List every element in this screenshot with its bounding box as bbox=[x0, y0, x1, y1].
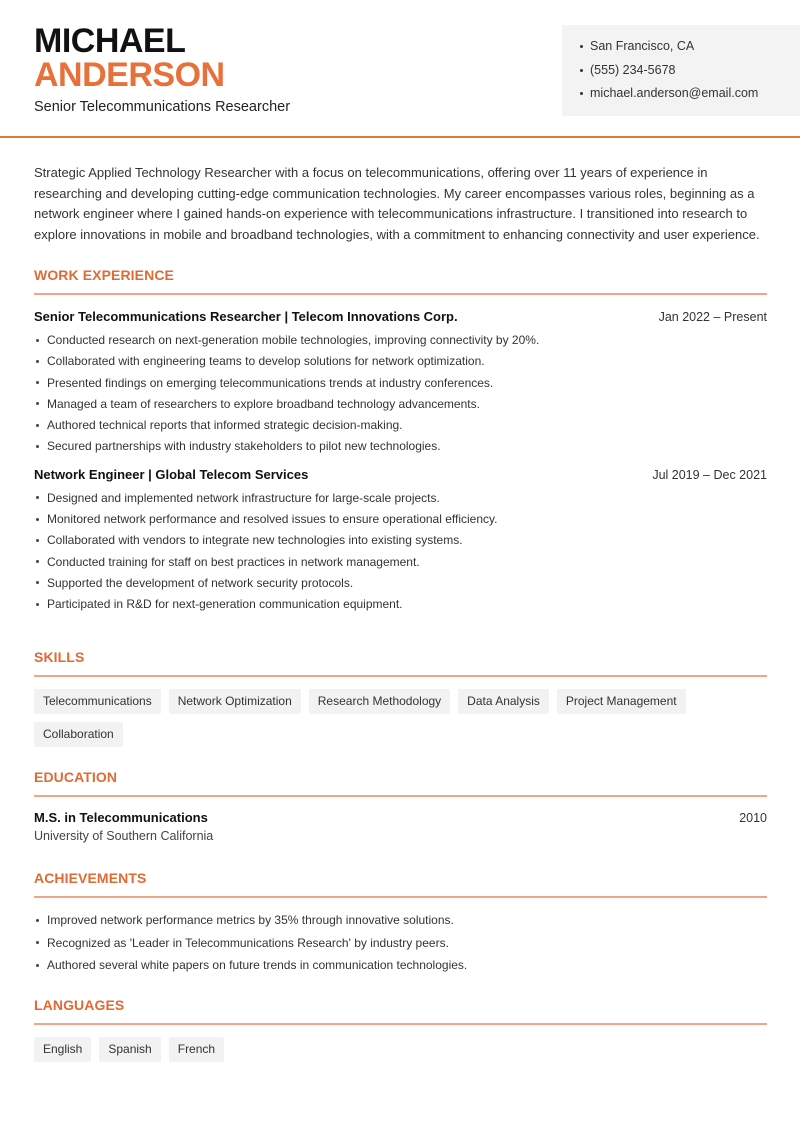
section-title-achievements: ACHIEVEMENTS bbox=[34, 870, 147, 886]
section-divider bbox=[34, 293, 767, 295]
job-title-subtitle: Senior Telecommunications Researcher bbox=[34, 99, 291, 115]
skill-tag: Network Optimization bbox=[169, 689, 301, 714]
list-item: Presented findings on emerging telecommunications trends at industry conferences. bbox=[34, 374, 767, 395]
education-section bbox=[34, 769, 767, 843]
skills-tags bbox=[34, 689, 767, 747]
list-item: Authored several white papers on future trends in communication technologies. bbox=[34, 956, 767, 979]
language-tags bbox=[34, 1037, 767, 1062]
job-bullets bbox=[34, 331, 767, 459]
school-name: University of Southern California bbox=[34, 829, 214, 843]
skill-tag: Research Methodology bbox=[309, 689, 450, 714]
language-tag: English bbox=[34, 1037, 91, 1062]
list-item: Recognized as 'Leader in Telecommunications Research' by industry peers. bbox=[34, 934, 767, 957]
section-title-skills: SKILLS bbox=[34, 649, 85, 665]
graduation-year: 2010 bbox=[739, 811, 767, 825]
list-item: Improved network performance metrics by 35% through innovative solutions. bbox=[34, 911, 767, 934]
list-item: Supported the development of network security protocols. bbox=[34, 574, 767, 595]
section-title-work: WORK EXPERIENCE bbox=[34, 267, 174, 283]
list-item: Conducted training for staff on best practices in network management. bbox=[34, 553, 767, 574]
skill-tag: Collaboration bbox=[34, 722, 123, 747]
section-title-education: EDUCATION bbox=[34, 769, 118, 785]
summary-paragraph: Strategic Applied Technology Researcher with a focus on telecommunications, offering over 11 years of experience in researching and developing cutting-edge communication technologies. My career encompasses various roles, beginning as a network engineer where I gained hands-on experience with telecommunications infrastructure. I transitioned into research to explore innovations in mobile and broadband technologies, with a commitment to enhancing connectivity and user experience. bbox=[34, 165, 760, 243]
skills-section bbox=[34, 649, 767, 747]
degree: M.S. in Telecommunications bbox=[34, 810, 208, 825]
language-tag: French bbox=[169, 1037, 224, 1062]
contact-phone: (555) 234-5678 bbox=[580, 61, 800, 85]
job-entry bbox=[34, 309, 767, 459]
section-divider bbox=[34, 675, 767, 677]
education-entry bbox=[34, 810, 767, 843]
section-title-languages: LANGUAGES bbox=[34, 997, 125, 1013]
section-divider bbox=[34, 1023, 767, 1025]
contact-email[interactable]: michael.anderson@email.com bbox=[580, 84, 800, 108]
resume-header bbox=[0, 0, 800, 138]
list-item: Monitored network performance and resolved issues to ensure operational efficiency. bbox=[34, 510, 767, 531]
languages-section bbox=[34, 997, 767, 1062]
job-title: Network Engineer | Global Telecom Services bbox=[34, 466, 309, 482]
job-title: Senior Telecommunications Researcher | Telecom Innovations Corp. bbox=[34, 309, 458, 324]
skill-tag: Project Management bbox=[557, 689, 686, 714]
achievements-list bbox=[34, 911, 767, 979]
resume-body bbox=[34, 163, 767, 1056]
contact-list bbox=[580, 37, 800, 108]
list-item: Authored technical reports that informed strategic decision-making. bbox=[34, 416, 767, 437]
job-bullets bbox=[34, 489, 767, 617]
language-tag: Spanish bbox=[99, 1037, 160, 1062]
work-experience-section bbox=[34, 267, 767, 617]
list-item: Designed and implemented network infrastructure for large-scale projects. bbox=[34, 489, 767, 510]
last-name: ANDERSON bbox=[34, 56, 225, 94]
list-item: Managed a team of researchers to explore broadband technology advancements. bbox=[34, 395, 767, 416]
job-dates: Jul 2019 – Dec 2021 bbox=[652, 467, 767, 482]
first-name: MICHAEL bbox=[34, 22, 186, 60]
list-item: Collaborated with engineering teams to develop solutions for network optimization. bbox=[34, 352, 767, 373]
job-dates: Jan 2022 – Present bbox=[658, 310, 767, 324]
list-item: Collaborated with vendors to integrate new technologies into existing systems. bbox=[34, 531, 767, 552]
list-item: Conducted research on next-generation mobile technologies, improving connectivity by 20%. bbox=[34, 331, 767, 352]
list-item: Secured partnerships with industry stakeholders to pilot new technologies. bbox=[34, 437, 767, 458]
contact-box bbox=[562, 25, 800, 116]
section-divider bbox=[34, 896, 767, 898]
list-item: Participated in R&D for next-generation communication equipment. bbox=[34, 595, 767, 616]
skill-tag: Telecommunications bbox=[34, 689, 161, 714]
section-divider bbox=[34, 795, 767, 797]
contact-location: San Francisco, CA bbox=[580, 37, 800, 61]
achievements-section bbox=[34, 870, 767, 979]
job-entry bbox=[34, 467, 767, 617]
skill-tag: Data Analysis bbox=[458, 689, 549, 714]
